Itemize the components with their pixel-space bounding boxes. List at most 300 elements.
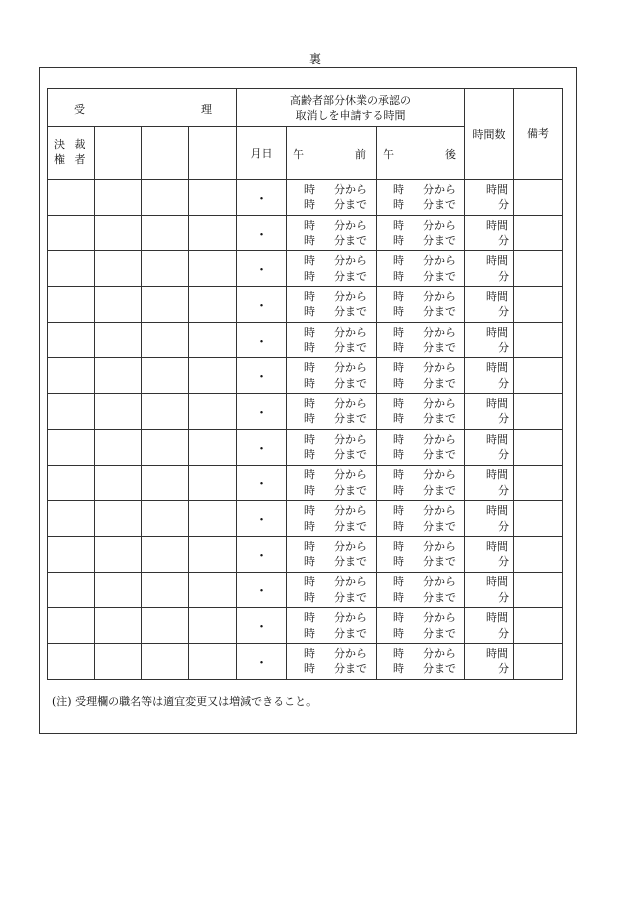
to-min-label: 分まで	[423, 662, 456, 676]
from-hour-label: 時	[393, 182, 404, 196]
minutes-unit-label: 分	[498, 198, 509, 212]
hours-cell[interactable]	[465, 322, 514, 358]
hours-cell[interactable]	[465, 429, 514, 465]
approver-slot	[95, 127, 142, 180]
from-min-label: 分から	[423, 468, 456, 482]
date-separator: ・	[254, 620, 268, 636]
from-min-label: 分から	[334, 432, 367, 446]
table-row	[48, 572, 563, 608]
remarks-cell[interactable]	[514, 394, 563, 430]
date-cell[interactable]	[237, 608, 287, 644]
from-min-label: 分から	[334, 254, 367, 268]
hours-unit-label: 時間	[486, 432, 508, 446]
date-separator: ・	[254, 191, 268, 207]
hours-cell[interactable]	[465, 180, 514, 216]
from-hour-label: 時	[304, 396, 315, 410]
approver-cell[interactable]	[142, 287, 189, 323]
to-hour-label: 時	[304, 483, 315, 497]
to-min-label: 分まで	[334, 376, 367, 390]
from-hour-label: 時	[304, 575, 315, 589]
hours-unit-label: 時間	[486, 254, 508, 268]
approver-cell[interactable]	[95, 251, 142, 287]
approver-cell[interactable]	[95, 643, 142, 679]
hours-cell[interactable]	[465, 465, 514, 501]
hours-unit-label: 時間	[486, 646, 508, 660]
pm-time-cell[interactable]	[377, 465, 465, 501]
table-row	[48, 215, 563, 251]
date-cell[interactable]	[237, 251, 287, 287]
remarks-cell[interactable]	[514, 572, 563, 608]
from-min-label: 分から	[334, 182, 367, 196]
approver-cell[interactable]	[142, 608, 189, 644]
minutes-unit-label: 分	[498, 269, 509, 283]
approver-cell[interactable]	[95, 501, 142, 537]
approver-cell[interactable]	[95, 287, 142, 323]
to-min-label: 分まで	[423, 234, 456, 248]
remarks-cell[interactable]	[514, 287, 563, 323]
table-row	[48, 251, 563, 287]
to-hour-label: 時	[393, 555, 404, 569]
pm-time-cell[interactable]	[377, 608, 465, 644]
remarks-cell[interactable]	[514, 251, 563, 287]
approver-cell[interactable]	[142, 643, 189, 679]
am-header	[287, 127, 377, 180]
decision-cell[interactable]	[48, 643, 95, 679]
am-time-cell[interactable]	[287, 429, 377, 465]
date-cell[interactable]	[237, 394, 287, 430]
to-hour-label: 時	[304, 519, 315, 533]
request-time-header	[237, 89, 465, 127]
am-time-cell[interactable]	[287, 215, 377, 251]
from-min-label: 分から	[334, 575, 367, 589]
remarks-cell[interactable]	[514, 501, 563, 537]
to-min-label: 分まで	[423, 626, 456, 640]
minutes-unit-label: 分	[498, 412, 509, 426]
date-separator: ・	[254, 370, 268, 386]
to-min-label: 分まで	[423, 412, 456, 426]
pm-time-cell[interactable]	[377, 572, 465, 608]
minutes-unit-label: 分	[498, 626, 509, 640]
minutes-unit-label: 分	[498, 519, 509, 533]
approver-cell[interactable]	[189, 465, 237, 501]
approval-header-left: 受	[74, 103, 85, 116]
from-min-label: 分から	[423, 432, 456, 446]
decision-cell[interactable]	[48, 358, 95, 394]
from-hour-label: 時	[393, 468, 404, 482]
from-min-label: 分から	[334, 325, 367, 339]
to-min-label: 分まで	[334, 555, 367, 569]
to-hour-label: 時	[393, 269, 404, 283]
to-hour-label: 時	[304, 448, 315, 462]
am-time-cell[interactable]	[287, 180, 377, 216]
decision-cell[interactable]	[48, 322, 95, 358]
am-time-cell[interactable]	[287, 501, 377, 537]
am-time-cell[interactable]	[287, 643, 377, 679]
from-hour-label: 時	[393, 432, 404, 446]
hours-unit-label: 時間	[486, 218, 508, 232]
to-hour-label: 時	[393, 198, 404, 212]
am-time-cell[interactable]	[287, 251, 377, 287]
date-separator: ・	[254, 227, 268, 243]
date-separator: ・	[254, 298, 268, 314]
remarks-cell[interactable]	[514, 215, 563, 251]
approver-cell[interactable]	[95, 608, 142, 644]
decision-cell[interactable]	[48, 287, 95, 323]
hours-unit-label: 時間	[486, 396, 508, 410]
date-separator: ・	[254, 477, 268, 493]
from-min-label: 分から	[423, 361, 456, 375]
date-separator: ・	[254, 584, 268, 600]
to-min-label: 分まで	[423, 555, 456, 569]
minutes-unit-label: 分	[498, 590, 509, 604]
to-hour-label: 時	[304, 198, 315, 212]
am-header-left: 午	[293, 148, 304, 161]
approver-slot	[142, 127, 189, 180]
hours-unit-label: 時間	[486, 325, 508, 339]
date-separator: ・	[254, 263, 268, 279]
from-hour-label: 時	[304, 468, 315, 482]
pm-time-cell[interactable]	[377, 501, 465, 537]
hours-unit-label: 時間	[486, 361, 508, 375]
table-row	[48, 536, 563, 572]
approver-cell[interactable]	[142, 322, 189, 358]
to-hour-label: 時	[393, 448, 404, 462]
hours-header: 時間数	[465, 89, 514, 180]
to-hour-label: 時	[393, 590, 404, 604]
am-time-cell[interactable]	[287, 287, 377, 323]
from-hour-label: 時	[304, 325, 315, 339]
to-min-label: 分まで	[334, 626, 367, 640]
remarks-cell[interactable]	[514, 608, 563, 644]
page-title: 裏	[308, 52, 321, 66]
remarks-cell[interactable]	[514, 358, 563, 394]
hours-cell[interactable]	[465, 251, 514, 287]
table-row	[48, 180, 563, 216]
from-hour-label: 時	[393, 254, 404, 268]
hours-cell[interactable]	[465, 572, 514, 608]
to-min-label: 分まで	[423, 198, 456, 212]
am-time-cell[interactable]	[287, 394, 377, 430]
approver-cell[interactable]	[95, 465, 142, 501]
minutes-unit-label: 分	[498, 448, 509, 462]
to-hour-label: 時	[393, 376, 404, 390]
date-cell[interactable]	[237, 643, 287, 679]
approver-cell[interactable]	[189, 251, 237, 287]
pm-time-cell[interactable]	[377, 394, 465, 430]
pm-time-cell[interactable]	[377, 215, 465, 251]
approver-cell[interactable]	[189, 643, 237, 679]
from-min-label: 分から	[423, 575, 456, 589]
approver-cell[interactable]	[189, 536, 237, 572]
remarks-cell[interactable]	[514, 643, 563, 679]
approval-header-right: 理	[201, 103, 212, 116]
from-min-label: 分から	[423, 325, 456, 339]
date-cell[interactable]	[237, 536, 287, 572]
from-min-label: 分から	[334, 611, 367, 625]
from-min-label: 分から	[334, 396, 367, 410]
from-hour-label: 時	[393, 646, 404, 660]
approver-cell[interactable]	[95, 429, 142, 465]
minutes-unit-label: 分	[498, 376, 509, 390]
approver-cell[interactable]	[142, 394, 189, 430]
decision-cell[interactable]	[48, 536, 95, 572]
am-time-cell[interactable]	[287, 536, 377, 572]
to-min-label: 分まで	[423, 448, 456, 462]
to-min-label: 分まで	[334, 341, 367, 355]
from-min-label: 分から	[334, 504, 367, 518]
date-cell[interactable]	[237, 215, 287, 251]
approver-cell[interactable]	[189, 358, 237, 394]
hours-unit-label: 時間	[486, 575, 508, 589]
to-hour-label: 時	[304, 269, 315, 283]
to-min-label: 分まで	[334, 269, 367, 283]
approver-cell[interactable]	[142, 251, 189, 287]
hours-cell[interactable]	[465, 608, 514, 644]
remarks-header: 備考	[514, 89, 563, 180]
approver-cell[interactable]	[95, 215, 142, 251]
to-min-label: 分まで	[334, 198, 367, 212]
to-min-label: 分まで	[334, 519, 367, 533]
to-min-label: 分まで	[334, 234, 367, 248]
from-hour-label: 時	[304, 504, 315, 518]
decision-cell[interactable]	[48, 251, 95, 287]
from-min-label: 分から	[423, 218, 456, 232]
pm-time-cell[interactable]	[377, 180, 465, 216]
from-min-label: 分から	[423, 182, 456, 196]
to-hour-label: 時	[304, 341, 315, 355]
to-min-label: 分まで	[423, 519, 456, 533]
decision-cell[interactable]	[48, 608, 95, 644]
table-row	[48, 287, 563, 323]
am-header-right: 前	[355, 148, 366, 161]
pm-time-cell[interactable]	[377, 536, 465, 572]
approver-cell[interactable]	[95, 322, 142, 358]
date-header: 月日	[237, 127, 287, 180]
am-time-cell[interactable]	[287, 608, 377, 644]
decision-cell[interactable]	[48, 572, 95, 608]
approver-cell[interactable]	[189, 429, 237, 465]
to-hour-label: 時	[304, 376, 315, 390]
from-hour-label: 時	[304, 182, 315, 196]
decision-cell[interactable]	[48, 394, 95, 430]
date-separator: ・	[254, 441, 268, 457]
date-cell[interactable]	[237, 572, 287, 608]
request-header-line1: 高齢者部分休業の承認の	[290, 93, 411, 107]
hours-unit-label: 時間	[486, 289, 508, 303]
to-hour-label: 時	[393, 412, 404, 426]
to-hour-label: 時	[304, 590, 315, 604]
to-hour-label: 時	[393, 305, 404, 319]
from-hour-label: 時	[304, 646, 315, 660]
approver-cell[interactable]	[142, 501, 189, 537]
decision-cell[interactable]	[48, 501, 95, 537]
decision-cell[interactable]	[48, 180, 95, 216]
remarks-cell[interactable]	[514, 536, 563, 572]
approver-cell[interactable]	[95, 180, 142, 216]
table-row	[48, 429, 563, 465]
to-min-label: 分まで	[423, 376, 456, 390]
table-row	[48, 394, 563, 430]
decision-authority-header	[48, 127, 95, 180]
hours-cell[interactable]	[465, 501, 514, 537]
from-hour-label: 時	[304, 539, 315, 553]
to-hour-label: 時	[304, 626, 315, 640]
date-separator: ・	[254, 655, 268, 671]
approver-cell[interactable]	[95, 536, 142, 572]
date-separator: ・	[254, 548, 268, 564]
approver-cell[interactable]	[142, 358, 189, 394]
approver-cell[interactable]	[142, 215, 189, 251]
to-min-label: 分まで	[423, 269, 456, 283]
hours-cell[interactable]	[465, 358, 514, 394]
hours-cell[interactable]	[465, 536, 514, 572]
minutes-unit-label: 分	[498, 555, 509, 569]
pm-time-cell[interactable]	[377, 251, 465, 287]
date-cell[interactable]	[237, 501, 287, 537]
from-min-label: 分から	[334, 218, 367, 232]
table-row	[48, 501, 563, 537]
approver-cell[interactable]	[189, 501, 237, 537]
to-hour-label: 時	[393, 626, 404, 640]
from-hour-label: 時	[393, 504, 404, 518]
pm-time-cell[interactable]	[377, 358, 465, 394]
to-hour-label: 時	[393, 519, 404, 533]
approver-cell[interactable]	[189, 322, 237, 358]
minutes-unit-label: 分	[498, 662, 509, 676]
approver-cell[interactable]	[95, 572, 142, 608]
from-hour-label: 時	[393, 361, 404, 375]
date-separator: ・	[254, 513, 268, 529]
table-row	[48, 322, 563, 358]
from-hour-label: 時	[393, 325, 404, 339]
decision-cell[interactable]	[48, 429, 95, 465]
pm-time-cell[interactable]	[377, 429, 465, 465]
from-hour-label: 時	[393, 396, 404, 410]
to-hour-label: 時	[393, 341, 404, 355]
approver-cell[interactable]	[142, 572, 189, 608]
am-time-cell[interactable]	[287, 572, 377, 608]
from-min-label: 分から	[423, 254, 456, 268]
am-time-cell[interactable]	[287, 322, 377, 358]
approver-cell[interactable]	[142, 180, 189, 216]
date-cell[interactable]	[237, 322, 287, 358]
approver-cell[interactable]	[189, 394, 237, 430]
pm-time-cell[interactable]	[377, 287, 465, 323]
pm-header-left: 午	[383, 148, 394, 161]
pm-header	[377, 127, 465, 180]
decision-cell[interactable]	[48, 465, 95, 501]
from-min-label: 分から	[423, 611, 456, 625]
date-cell[interactable]	[237, 287, 287, 323]
approval-header	[48, 89, 237, 127]
date-cell[interactable]	[237, 358, 287, 394]
from-hour-label: 時	[393, 575, 404, 589]
approver-cell[interactable]	[142, 536, 189, 572]
approver-cell[interactable]	[189, 215, 237, 251]
approver-cell[interactable]	[189, 287, 237, 323]
from-min-label: 分から	[334, 539, 367, 553]
to-hour-label: 時	[393, 483, 404, 497]
from-min-label: 分から	[423, 539, 456, 553]
from-min-label: 分から	[334, 646, 367, 660]
from-hour-label: 時	[304, 611, 315, 625]
pm-time-cell[interactable]	[377, 643, 465, 679]
hours-cell[interactable]	[465, 215, 514, 251]
from-min-label: 分から	[423, 396, 456, 410]
hours-unit-label: 時間	[486, 182, 508, 196]
minutes-unit-label: 分	[498, 483, 509, 497]
to-min-label: 分まで	[334, 412, 367, 426]
from-hour-label: 時	[304, 432, 315, 446]
from-min-label: 分から	[423, 504, 456, 518]
am-time-cell[interactable]	[287, 358, 377, 394]
remarks-cell[interactable]	[514, 322, 563, 358]
to-min-label: 分まで	[423, 305, 456, 319]
from-min-label: 分から	[334, 468, 367, 482]
remarks-cell[interactable]	[514, 180, 563, 216]
to-min-label: 分まで	[423, 590, 456, 604]
remarks-cell[interactable]	[514, 429, 563, 465]
approver-cell[interactable]	[189, 572, 237, 608]
to-min-label: 分まで	[334, 448, 367, 462]
approver-cell[interactable]	[189, 180, 237, 216]
pm-header-right: 後	[445, 148, 456, 161]
to-min-label: 分まで	[334, 590, 367, 604]
from-hour-label: 時	[304, 218, 315, 232]
date-separator: ・	[254, 405, 268, 421]
minutes-unit-label: 分	[498, 234, 509, 248]
approver-cell[interactable]	[142, 429, 189, 465]
request-header-line2: 取消しを申請する時間	[295, 108, 406, 122]
hours-cell[interactable]	[465, 643, 514, 679]
date-cell[interactable]	[237, 180, 287, 216]
pm-time-cell[interactable]	[377, 322, 465, 358]
hours-unit-label: 時間	[486, 611, 508, 625]
from-hour-label: 時	[304, 254, 315, 268]
hours-cell[interactable]	[465, 287, 514, 323]
footnote: (注) 受理欄の職名等は適宜変更又は増減できること。	[52, 695, 318, 708]
am-time-cell[interactable]	[287, 465, 377, 501]
approver-cell[interactable]	[142, 465, 189, 501]
date-cell[interactable]	[237, 429, 287, 465]
decision-cell[interactable]	[48, 215, 95, 251]
to-min-label: 分まで	[334, 483, 367, 497]
from-min-label: 分から	[334, 361, 367, 375]
from-hour-label: 時	[393, 611, 404, 625]
from-hour-label: 時	[393, 539, 404, 553]
approver-slot	[189, 127, 237, 180]
to-hour-label: 時	[304, 555, 315, 569]
to-min-label: 分まで	[334, 305, 367, 319]
date-cell[interactable]	[237, 465, 287, 501]
approver-cell[interactable]	[189, 608, 237, 644]
approver-cell[interactable]	[95, 394, 142, 430]
minutes-unit-label: 分	[498, 305, 509, 319]
approver-cell[interactable]	[95, 358, 142, 394]
to-hour-label: 時	[393, 234, 404, 248]
hours-cell[interactable]	[465, 394, 514, 430]
from-min-label: 分から	[423, 289, 456, 303]
table-row	[48, 608, 563, 644]
from-hour-label: 時	[304, 289, 315, 303]
to-hour-label: 時	[393, 662, 404, 676]
from-min-label: 分から	[334, 289, 367, 303]
date-separator: ・	[254, 334, 268, 350]
decision-line1: 決 裁	[54, 138, 89, 151]
from-hour-label: 時	[393, 218, 404, 232]
minutes-unit-label: 分	[498, 341, 509, 355]
remarks-cell[interactable]	[514, 465, 563, 501]
